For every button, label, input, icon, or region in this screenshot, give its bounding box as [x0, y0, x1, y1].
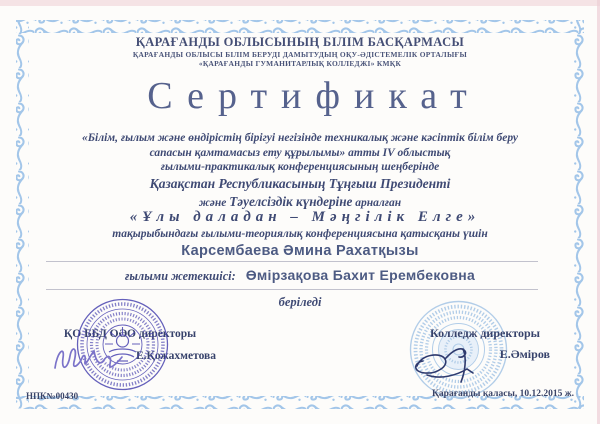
participant-underline [46, 261, 538, 262]
supervisor-underline [46, 289, 538, 290]
conference-theme: «Ұлы даладан – Мәңгілік Елге» [129, 209, 481, 225]
org-name-main: ҚАРАҒАНДЫ ОБЛЫСЫНЫҢ БІЛІМ БАСҚАРМАСЫ [135, 35, 465, 49]
right-signatory-name: Е.Әміров [499, 347, 550, 361]
body-line-5-prefix: және [198, 197, 227, 209]
body-line-5 [0, 194, 600, 210]
supervisor-label: ғылыми жетекшісі: [124, 269, 236, 283]
scan-edge-artifact-top [0, 0, 600, 6]
body-line-3: ғылыми-практикалық конференциясының шеңберінде [160, 161, 440, 173]
left-signatory-name: Е.Қожахметова [135, 350, 216, 362]
issued-text: беріледі [278, 295, 322, 309]
participant-name: Карсембаева Әмина Рахатқызы [181, 243, 419, 259]
right-signatory-title: Колледж директоры [429, 326, 541, 340]
body-line-7: тақырыбындағы ғылыми-теориялық конференциясына қатысқаны үшін [112, 228, 488, 240]
signature-right-icon [403, 344, 518, 392]
certificate-number: НПК№00430 [26, 391, 79, 401]
supervisor-name: Өмірзақова Бахит Ерембековна [245, 267, 476, 283]
body-line-4: Қазақстан Республикасының Тұңғыш Президенті [149, 176, 451, 191]
certificate-title: Сертификат [147, 75, 481, 117]
org-name-sub: ҚАРАҒАНДЫ ОБЛЫСЫ БІЛІМ БЕРУДІ ДАМЫТУДЫҢ ОҚУ-ӘДІСТЕМЕЛІК ОРТАЛЫҒЫ [132, 50, 468, 59]
body-line-2: сапасын қамтамасыз ету құрылымы» атты IV облыстық [149, 147, 451, 159]
body-line-5-suffix: арналған [355, 197, 402, 209]
place-and-date: Қарағанды қаласы, 10.12.2015 ж. [432, 389, 574, 399]
supervisor-row [0, 267, 600, 284]
signature-left-icon [50, 336, 145, 384]
body-line-5-main: Тәуелсіздік күндеріне [229, 194, 353, 209]
body-line-1: «Білім, ғылым және өндірістің бірігуі негізінде техникалық және кәсіптік білім беру [81, 132, 519, 144]
org-name-college: «ҚАРАҒАНДЫ ГУМАНИТАРЛЫҚ КОЛЛЕДЖІ» КМҚК [198, 59, 402, 68]
left-signatory-title: ҚО ББД ОӘО директоры [63, 328, 197, 340]
